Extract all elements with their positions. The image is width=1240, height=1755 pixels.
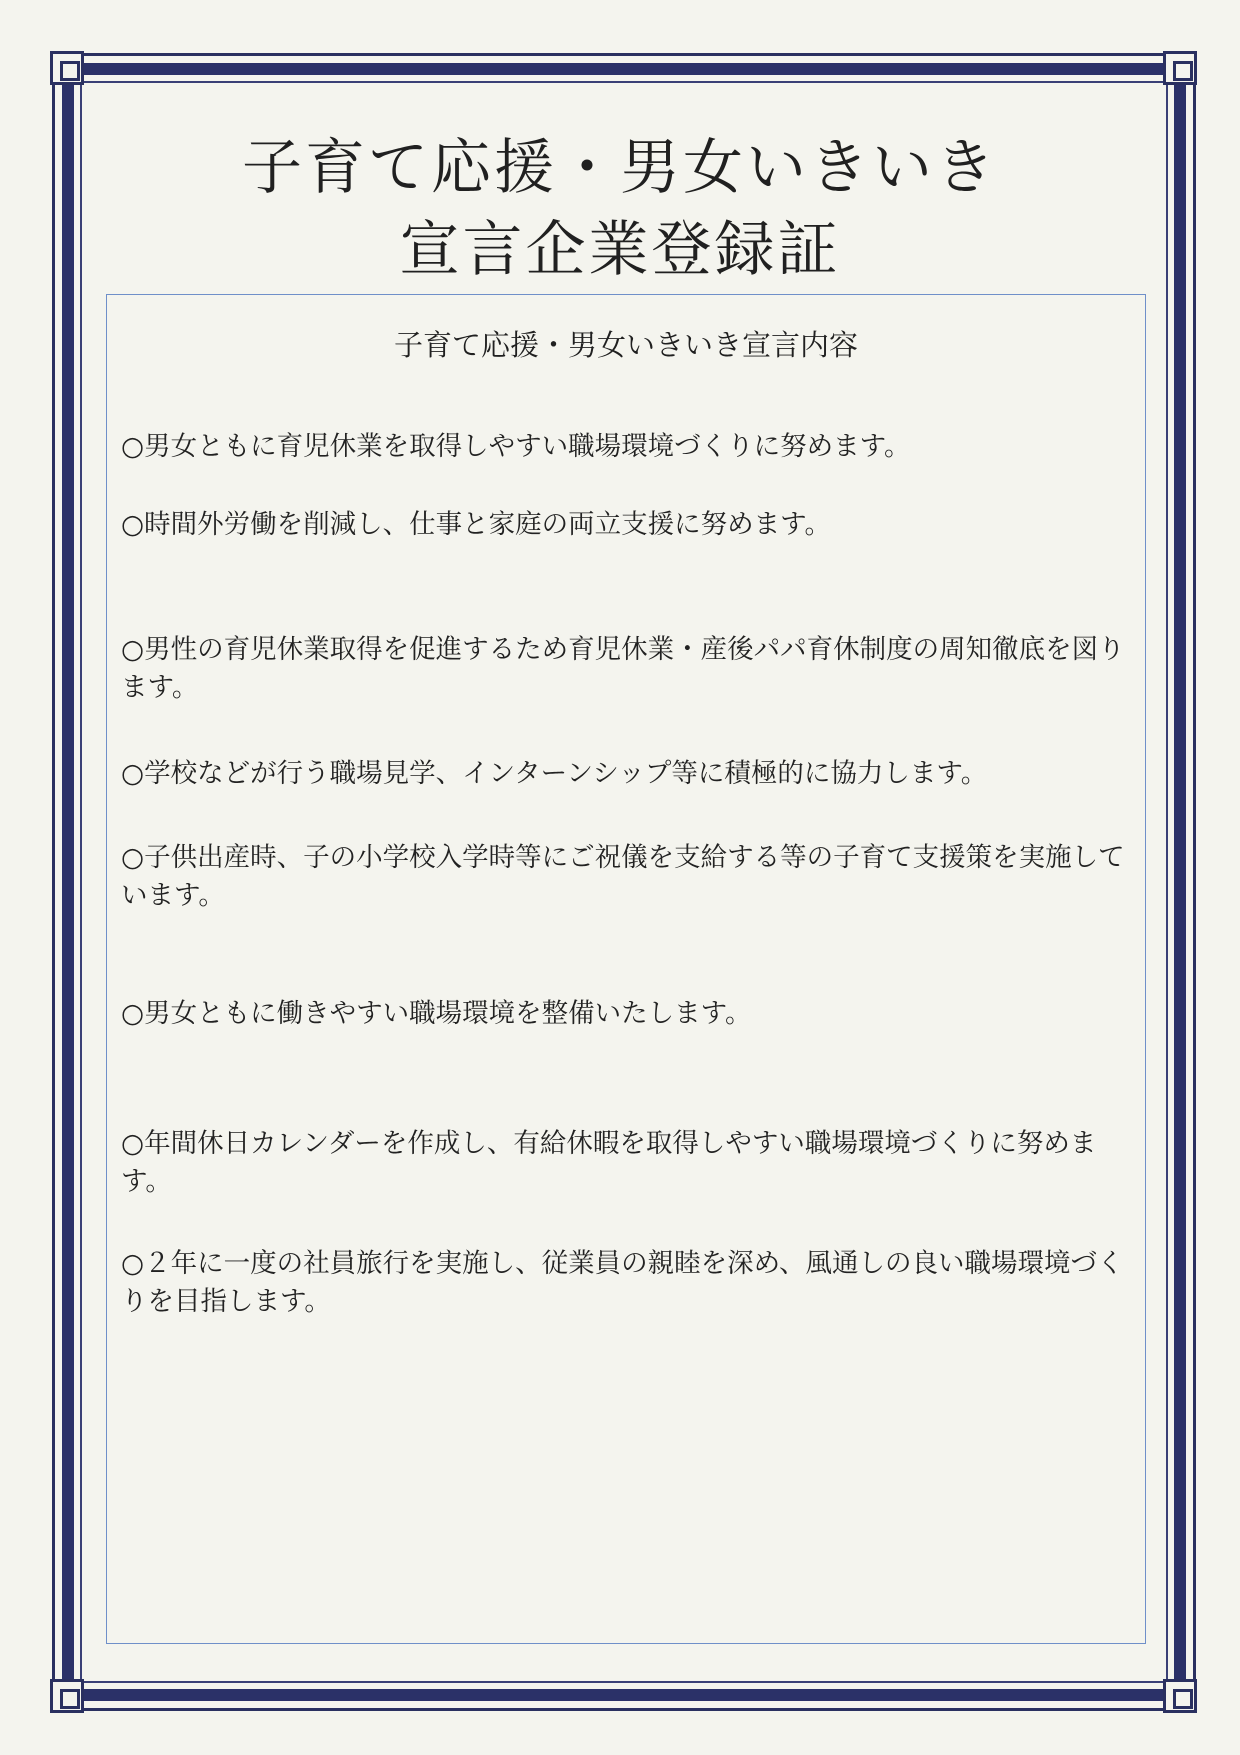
corner-ornament-top-left (50, 51, 84, 85)
declaration-item-7: ○年間休日カレンダーを作成し、有給休暇を取得しやすい職場環境づくりに努めます。 (121, 1128, 1097, 1197)
declaration-content-box (106, 294, 1146, 1644)
declaration-item-5: ○子供出産時、子の小学校入学時等にご祝儀を支給する等の子育て支援策を実施しています。 (121, 842, 1125, 911)
corner-ornament-top-right (1163, 51, 1197, 85)
declaration-item-4: ○学校などが行う職場見学、インターンシップ等に積極的に協力します。 (121, 758, 988, 789)
certificate-title-line2: 宣言企業登録証 (399, 215, 841, 285)
section-title: 子育て応援・男女いきいき宣言内容 (393, 328, 858, 362)
declaration-item-2: ○時間外労働を削減し、仕事と家庭の両立支援に努めます。 (121, 509, 832, 540)
declaration-item-8: ○２年に一度の社員旅行を実施し、従業員の親睦を深め、風通しの良い職場環境づくりを目指します。 (121, 1248, 1124, 1317)
certificate-title-line1: 子育て応援・男女いきいき (242, 133, 998, 203)
declaration-item-3: ○男性の育児休業取得を促進するため育児休業・産後パパ育休制度の周知徹底を図ります。 (121, 634, 1125, 703)
declaration-item-1: ○男女ともに育児休業を取得しやすい職場環境づくりに努めます。 (121, 431, 911, 462)
corner-ornament-bottom-left (50, 1679, 84, 1713)
corner-ornament-bottom-right (1163, 1679, 1197, 1713)
declaration-item-6: ○男女ともに働きやすい職場環境を整備いたします。 (121, 998, 752, 1029)
